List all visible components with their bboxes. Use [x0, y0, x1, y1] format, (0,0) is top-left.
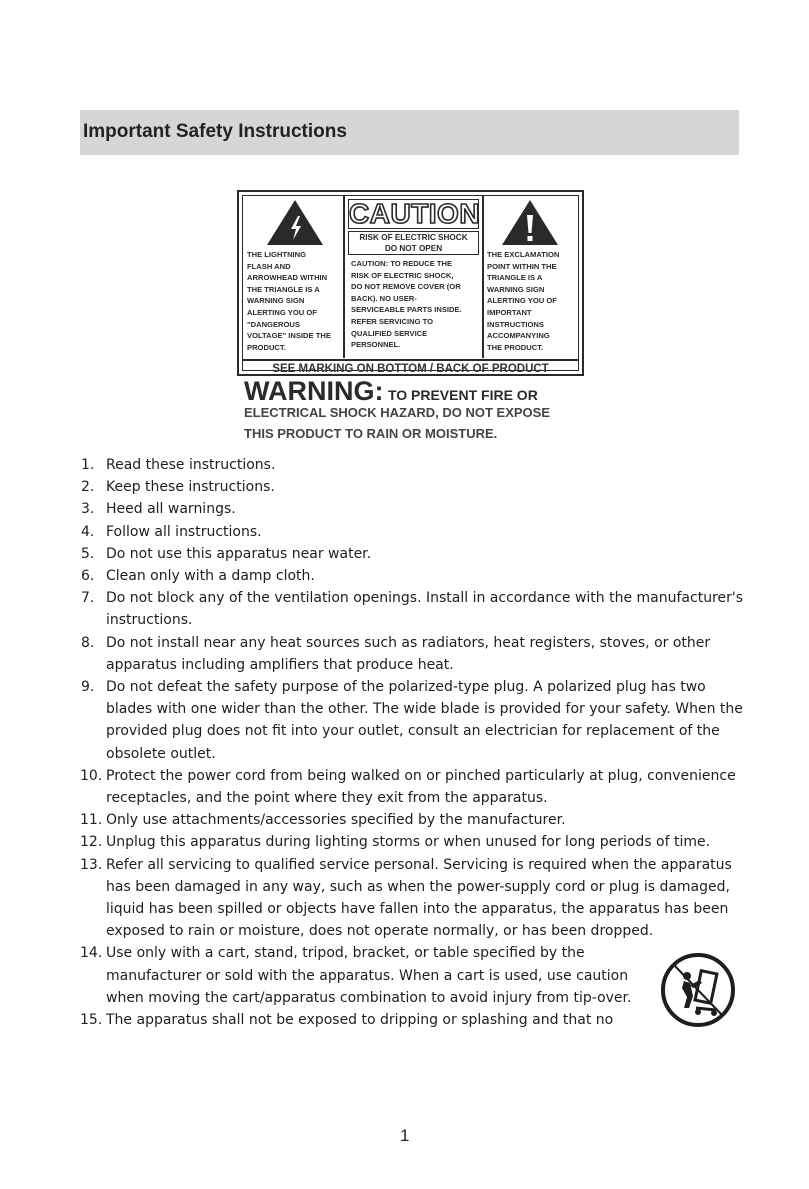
warning-line-3: THIS PRODUCT TO RAIN OR MOISTURE.: [244, 426, 498, 441]
see-marking-note: SEE MARKING ON BOTTOM / BACK OF PRODUCT: [243, 359, 578, 379]
list-item: 13. Refer all servicing to qualified service personal. Servicing is required when the apparatus has been damaged in any way, such as when the power-supply cord or plug is damaged, liquid has been spilled or objects have fallen into the apparatus, the apparatus has been exposed to rain or moisture, does not operate normally, or has been dropped.: [80, 856, 732, 940]
list-item: 15. The apparatus shall not be exposed to dripping or splashing and that no: [80, 1012, 614, 1029]
lightning-column: [243, 196, 345, 358]
section-header-bar: [80, 110, 739, 155]
page-number: 1: [400, 1126, 410, 1145]
list-item: 14. Use only with a cart, stand, tripod, bracket, or table specified by the manufacturer or sold with the apparatus. When a cart is used, use caution when moving the cart/apparatus combination to avoid injury from tip-over.: [80, 945, 632, 1006]
caution-heading: CAUTION: [349, 198, 481, 229]
list-item: 5. Do not use this apparatus near water.: [81, 545, 372, 562]
warning-line-2: ELECTRICAL SHOCK HAZARD, DO NOT EXPOSE: [244, 405, 551, 420]
safety-instructions-list: [81, 454, 751, 1031]
page-title: Important Safety Instructions: [83, 121, 347, 142]
risk-of-shock-text: RISK OF ELECTRIC SHOCK DO NOT OPEN: [348, 231, 479, 255]
list-item: 9. Do not defeat the safety purpose of the polarized-type plug. A polarized plug has two blades with one wider than the other. The wide blade is provided for your safety. When the provided plug does not fit into your outlet, consult an electrician for replacement of the obsolete outlet.: [81, 679, 743, 762]
exclamation-explanation: THE EXCLAMATION POINT WITHIN THE TRIANGLE IS A WARNING SIGN ALERTING YOU OF IMPORTANT INSTRUCTIONS ACCOMPANYING THE PRODUCT.: [487, 250, 560, 352]
caution-explanation: CAUTION: TO REDUCE THE RISK OF ELECTRIC SHOCK, DO NOT REMOVE COVER (OR BACK). NO USER- SERVICEABLE PARTS INSIDE. REFER SERVICING TO QUALIFIED SERVICE PERSONNEL.: [351, 259, 462, 350]
caution-label: [237, 190, 584, 376]
warning-line-1: [244, 376, 538, 407]
list-item: 10. Protect the power cord from being walked on or pinched particularly at plug, convenience receptacles, and the point where they exit from the apparatus.: [80, 767, 736, 807]
list-item: 7. Do not block any of the ventilation openings. Install in accordance with the manufacturer's instructions.: [81, 590, 744, 629]
list-item: 1. Read these instructions.: [81, 457, 276, 473]
list-item: 8. Do not install near any heat sources such as radiators, heat registers, stoves, or other apparatus including amplifiers that produce heat.: [81, 634, 711, 673]
lightning-triangle-icon: [265, 199, 325, 247]
caution-column: [345, 196, 484, 358]
list-item: 6. Clean only with a damp cloth.: [81, 568, 315, 585]
cart-tip-over-warning-icon: [660, 952, 736, 1028]
list-item: 12. Unplug this apparatus during lighting storms or when unused for long periods of time.: [80, 834, 711, 851]
lightning-explanation: THE LIGHTNING FLASH AND ARROWHEAD WITHIN THE TRIANGLE IS A WARNING SIGN ALERTING YOU OF "DANGEROUS VOLTAGE" INSIDE THE PRODUCT.: [247, 250, 331, 352]
warning-word: WARNING:: [244, 376, 384, 406]
list-item: 2. Keep these instructions.: [81, 479, 275, 496]
warning-line-1-text: TO PREVENT FIRE OR: [387, 387, 538, 403]
list-item: 3. Heed all warnings.: [81, 501, 236, 518]
list-item: 11. Only use attachments/accessories specified by the manufacturer.: [80, 812, 566, 829]
list-item: 4. Follow all instructions.: [81, 523, 262, 540]
exclamation-column: [484, 196, 580, 358]
exclamation-triangle-icon: [500, 199, 560, 247]
